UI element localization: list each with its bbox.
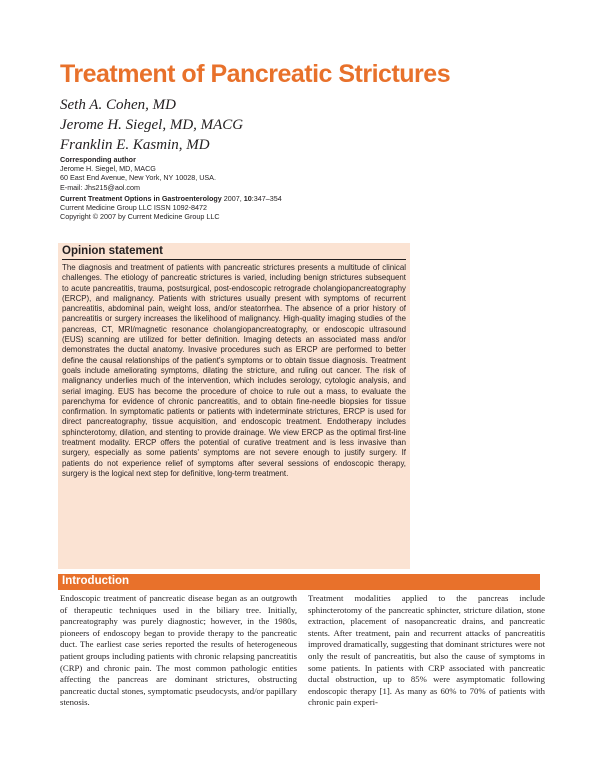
corresponding-author-email: E-mail: Jhs215@aol.com bbox=[60, 182, 140, 192]
citation-line bbox=[60, 194, 480, 203]
introduction-heading: Introduction bbox=[62, 575, 130, 587]
citation-pages: :347–354 bbox=[251, 193, 282, 203]
journal-name: Current Treatment Options in Gastroenterology bbox=[60, 193, 222, 203]
opinion-text: The diagnosis and treatment of patients with pancreatic strictures presents a multitude of clinical challenges. The etiology of pancreatic strictures is varied, including benign strictures subsequent to acute pancreatitis, trauma, postsurgical, post-endoscopic retrograde cholangiopancreatography (ERCP), and malignancy. Patients with strictures usually present with symptoms of recurrent pancreatitis, abdominal pain, weight loss, and/or steatorrhea. The absence of a prior history of pancreatitis or surgery increases the likelihood of malignancy. High-quality imaging studies of the pancreas, CT, MRI/magnetic resonance cholangiopancreatography, or endoscopic ultrasound (EUS) scanning are utilized for better definition. Imaging detects an associated mass and/or demonstrates the ductal anatomy. Invasive procedures such as ERCP are performed to better define the causal relationships of the patient's symptoms or to obtain tissue diagnosis. Treatment goals include ameliorating symptoms, dilating the stricture, and ruling out cancer. The risk of malignancy underlies much of the intervention, which includes serology, cytologic analysis, and serial imaging. EUS has become the procedure of choice to rule out a mass, to evaluate the parenchyma for evidence of chronic pancreatitis, and to obtain fine-needle biopsies for tissue confirmation. In symptomatic patients or patients with indeterminate strictures, ERCP is used for direct pancreatography, tissue acquisition, and endoscopic treatment. Endotherapy includes sphincterotomy, dilation, and stenting to provide drainage. We view ERCP as the optimal first-line treatment modality. ERCP offers the potential of curative treatment and is less invasive than surgery, especially as some patients' symptoms are not severe enough to justify surgery. If patients do not experience relief of symptoms after several sessions of endoscopic therapy, surgery is the logical next step for definitive, long-term treatment. bbox=[62, 263, 406, 478]
author-name: Jerome H. Siegel, MD, MACG bbox=[60, 117, 244, 133]
author-name: Seth A. Cohen, MD bbox=[60, 97, 176, 113]
corresponding-author-name: Jerome H. Siegel, MD, MACG bbox=[60, 164, 156, 174]
body-column-left: Endoscopic treatment of pancreatic disease began as an outgrowth of therapeutic techniques used in the biliary tree. Initially, pancreatography was purely diagnostic; however, in the 1980s, pioneers of endoscopy began to provide therapy to the pancreatic duct. The earliest case series reported the results of heterogeneous patient groups including patients with chronic relapsing pancreatitis (CRP) and chronic pain. The most common pathologic entities affecting the pancreas are dominant strictures, obstructing pancreatic ductal stones, symptomatic pseudocysts, and/or papillary stenosis. bbox=[60, 593, 297, 708]
author-list bbox=[60, 95, 243, 155]
opinion-statement-box bbox=[58, 243, 410, 569]
copyright-line: Copyright © 2007 by Current Medicine Group LLC bbox=[60, 212, 220, 222]
publisher-line: Current Medicine Group LLC ISSN 1092-8472 bbox=[60, 203, 208, 213]
citation-volume: 10 bbox=[243, 193, 252, 203]
body-column-right: Treatment modalities applied to the pancreas include sphincterotomy of the pancreatic sphincter, stricture dilation, stone extraction, placement of nasopancreatic drains, and pancreatic stents. After treatment, pain and recurrent attacks of pancreatitis improved dramatically, suggesting that dominant strictures were not only the result of pancreatitis, but also the cause of symptoms in some patients. In patients with CRP associated with pancreatic ductal obstruction, up to 85% were asymptomatic following endoscopic therapy [1]. As many as 60% to 70% of patients with chronic pain experi- bbox=[308, 593, 545, 708]
author-name: Franklin E. Kasmin, MD bbox=[60, 137, 210, 153]
corresponding-author-address: 60 East End Avenue, New York, NY 10028, USA. bbox=[60, 173, 216, 183]
article-title: Treatment of Pancreatic Strictures bbox=[60, 60, 451, 88]
introduction-heading-bar bbox=[58, 574, 540, 590]
citation-details: 2007, bbox=[221, 193, 244, 203]
opinion-heading: Opinion statement bbox=[62, 243, 406, 260]
corresponding-author-heading: Corresponding author bbox=[60, 155, 136, 164]
correspondence-block bbox=[60, 155, 480, 221]
